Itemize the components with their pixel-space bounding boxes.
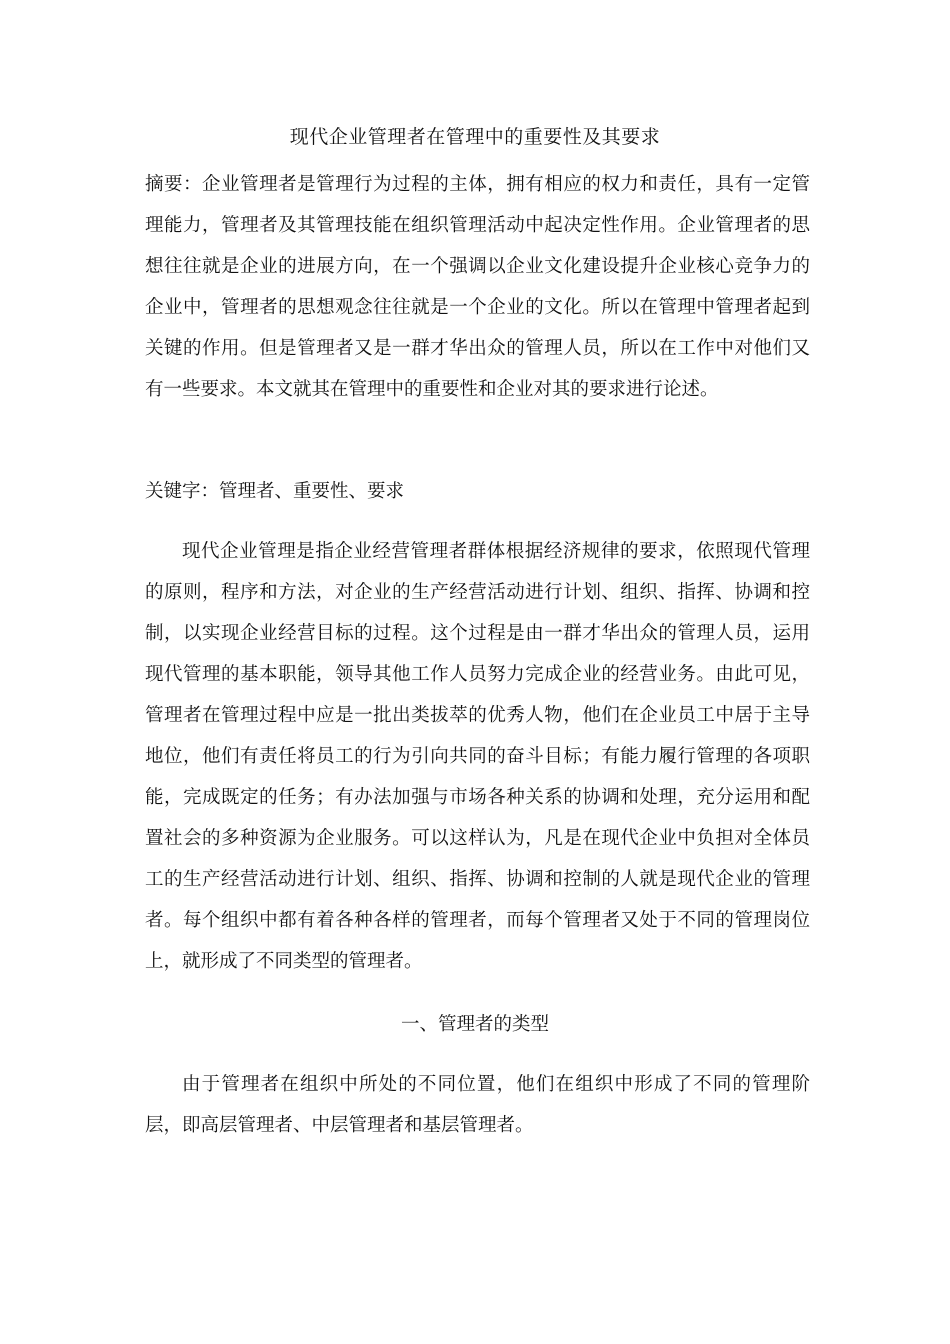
body-paragraph: 由于管理者在组织中所处的不同位置，他们在组织中形成了不同的管理阶层，即高层管理者、中层管理者和基层管理者。 <box>145 1074 810 1136</box>
abstract-paragraph: 摘要：企业管理者是管理行为过程的主体，拥有相应的权力和责任，具有一定管理能力，管理者及其管理技能在组织管理活动中起决定性作用。企业管理者的思想往往就是企业的进展方向，在一个强调以企业文化建设提升企业核心竞争力的企业中，管理者的思想观念往往就是一个企业的文化。所以在管理中管理者起到关键的作用。但是管理者又是一群才华出众的管理人员，所以在工作中对他们又有一些要求。本文就其在管理中的重要性和企业对其的要求进行论述。 <box>145 174 810 400</box>
section-heading: 一、管理者的类型 <box>400 1014 549 1035</box>
document-title: 现代企业管理者在管理中的重要性及其要求 <box>289 126 661 148</box>
body-paragraph: 现代企业管理是指企业经营管理者群体根据经济规律的要求，依照现代管理的原则，程序和方法，对企业的生产经营活动进行计划、组织、指挥、协调和控制，以实现企业经营目标的过程。这个过程是由一群才华出众的管理人员，运用现代管理的基本职能，领导其他工作人员努力完成企业的经营业务。由此可见，管理者在管理过程中应是一批出类拔萃的优秀人物，他们在企业员工中居于主导地位，他们有责任将员工的行为引向共同的奋斗目标；有能力履行管理的各项职能，完成既定的任务；有办法加强与市场各种关系的协调和处理，充分运用和配置社会的多种资源为企业服务。可以这样认为，凡是在现代企业中负担对全体员工的生产经营活动进行计划、组织、指挥、协调和控制的人就是现代企业的管理者。每个组织中都有着各种各样的管理者，而每个管理者又处于不同的管理岗位上，就形成了不同类型的管理者。 <box>145 541 810 972</box>
keywords-line: 关键字：管理者、重要性、要求 <box>145 481 405 502</box>
